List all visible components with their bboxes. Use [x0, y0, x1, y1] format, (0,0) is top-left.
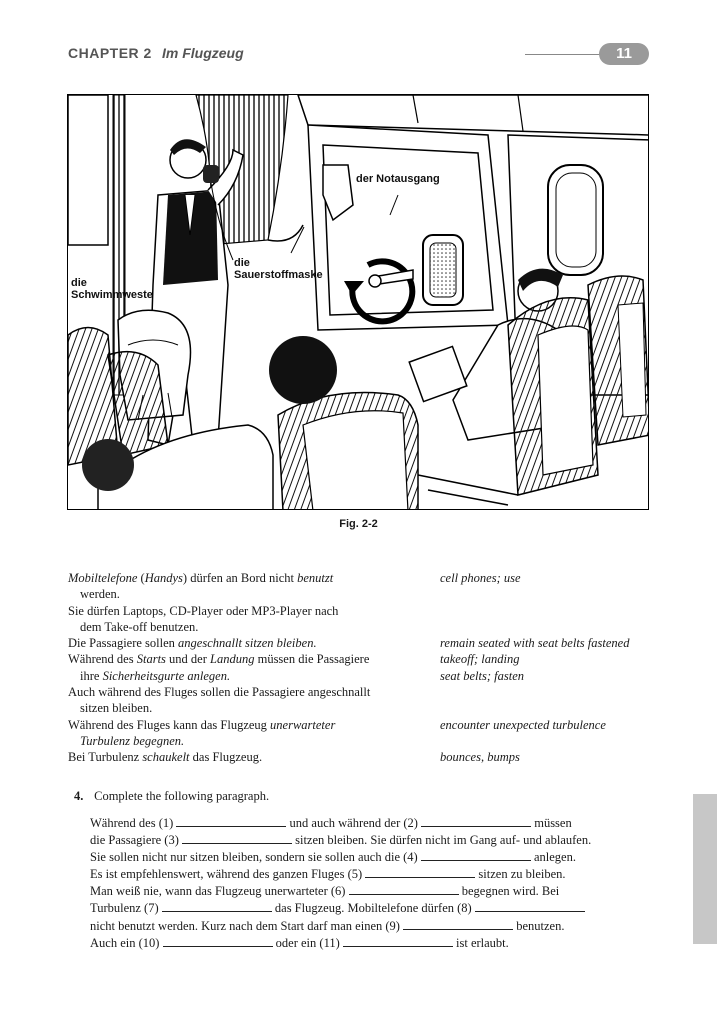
- paragraph-text: Man weiß nie, wann das Flugzeug unerwarteter (6): [90, 884, 346, 899]
- paragraph-line: [90, 815, 654, 832]
- exercise-instruction: Complete the following paragraph.: [94, 789, 270, 803]
- vocab-german: Auch während des Fluges sollen die Passagiere angeschnallt sitzen bleiben.: [68, 685, 371, 716]
- paragraph-text: müssen: [531, 816, 572, 830]
- paragraph-text: die Passagiere (3): [90, 833, 179, 848]
- answer-blank[interactable]: [365, 866, 475, 878]
- vocab-english: [440, 684, 668, 717]
- paragraph-text: Turbulenz (7): [90, 901, 159, 916]
- vocab-german: Während des Fluges kann das Flugzeug unerwarteter Turbulenz begegnen.: [68, 717, 336, 748]
- paragraph-line: [90, 849, 654, 866]
- answer-blank[interactable]: [421, 815, 531, 827]
- answer-blank[interactable]: [163, 935, 273, 947]
- vocab-english: bounces, bumps: [440, 750, 520, 765]
- answer-blank[interactable]: [475, 900, 585, 912]
- vocab-english: remain seated with seat belts fastened: [440, 636, 630, 651]
- answer-blank[interactable]: [182, 832, 292, 844]
- paragraph-text: Sie sollen nicht nur sitzen bleiben, sondern sie sollen auch die (4): [90, 850, 418, 865]
- paragraph-text: oder ein (11): [272, 935, 340, 950]
- vocab-german: Mobiltelefone (Handys) dürfen an Bord nicht benutzt werden.: [68, 571, 334, 602]
- vocab-english: cell phones; use: [440, 571, 521, 585]
- paragraph-line: [90, 883, 654, 900]
- exercise-paragraph: [90, 815, 654, 952]
- paragraph-text: das Flugzeug. Mobiltelefone dürfen (8): [271, 901, 472, 916]
- paragraph-text: sitzen zu bleiben.: [475, 867, 566, 882]
- vocab-row: [68, 651, 668, 684]
- paragraph-line: [90, 900, 654, 917]
- answer-blank[interactable]: [349, 883, 459, 895]
- vocab-english: [440, 651, 668, 684]
- exercise-heading: [74, 788, 654, 805]
- vocab-row: [68, 635, 668, 651]
- vocab-english-line: takeoff; landing: [440, 652, 520, 667]
- page-number: 11: [599, 43, 649, 65]
- paragraph-line: [90, 866, 654, 883]
- answer-blank[interactable]: [403, 918, 513, 930]
- chapter-title: Im Flugzeug: [162, 45, 244, 61]
- paragraph-text: begegnen wird. Bei: [458, 884, 560, 899]
- vocab-german: Während des Starts und der Landung müssen die Passagiere ihre Sicherheitsgurte anlegen.: [68, 652, 370, 683]
- vocab-row: [68, 684, 668, 717]
- paragraph-text: Es ist empfehlenswert, während des ganzen Fluges (5): [90, 867, 363, 882]
- vocab-english: [440, 603, 668, 636]
- answer-blank[interactable]: [343, 935, 453, 947]
- label-schwimmweste: die Schwimmweste: [71, 277, 153, 301]
- paragraph-text: Während des (1): [90, 816, 174, 830]
- paragraph-text: benutzen.: [513, 918, 565, 933]
- paragraph-line: [90, 832, 654, 849]
- paragraph-text: sitzen bleiben. Sie dürfen nicht im Gang auf- und ablaufen.: [291, 833, 592, 848]
- exercise-number: 4.: [74, 789, 84, 803]
- vocab-row: [68, 717, 668, 750]
- vocabulary-list: [68, 570, 668, 766]
- label-sauerstoffmaske: die Sauerstoffmaske: [234, 257, 323, 281]
- paragraph-text: ist erlaubt.: [452, 935, 509, 950]
- header-rule: [525, 54, 605, 55]
- chapter-thumb-tab: [693, 794, 717, 944]
- vocab-german: Sie dürfen Laptops, CD-Player oder MP3-Player nach dem Take-off benutzen.: [68, 603, 339, 634]
- paragraph-text: und auch während der (2): [286, 816, 418, 830]
- figure-caption: Fig. 2-2: [339, 518, 378, 530]
- paragraph-line: [90, 918, 654, 935]
- vocab-german: Die Passagiere sollen angeschnallt sitzen bleiben.: [68, 636, 317, 651]
- vocab-row: [68, 603, 668, 636]
- airplane-cabin-illustration: [67, 94, 649, 510]
- vocab-row: [68, 570, 668, 603]
- vocab-english: encounter unexpected turbulence: [440, 717, 606, 732]
- vocab-german: Bei Turbulenz schaukelt das Flugzeug.: [68, 750, 263, 765]
- vocab-row: [68, 749, 668, 765]
- exercise-4: [74, 788, 654, 952]
- answer-blank[interactable]: [176, 815, 286, 827]
- paragraph-text: Auch ein (10): [90, 935, 160, 950]
- paragraph-text: anlegen.: [530, 850, 576, 865]
- label-notausgang: der Notausgang: [356, 173, 440, 185]
- cabin-drawing: [68, 95, 649, 510]
- vocab-english-line: seat belts; fasten: [440, 668, 525, 683]
- answer-blank[interactable]: [421, 849, 531, 861]
- chapter-label: CHAPTER 2: [68, 45, 152, 61]
- paragraph-line: [90, 935, 654, 952]
- answer-blank[interactable]: [162, 900, 272, 912]
- paragraph-text: nicht benutzt werden. Kurz nach dem Start darf man einen (9): [90, 918, 400, 933]
